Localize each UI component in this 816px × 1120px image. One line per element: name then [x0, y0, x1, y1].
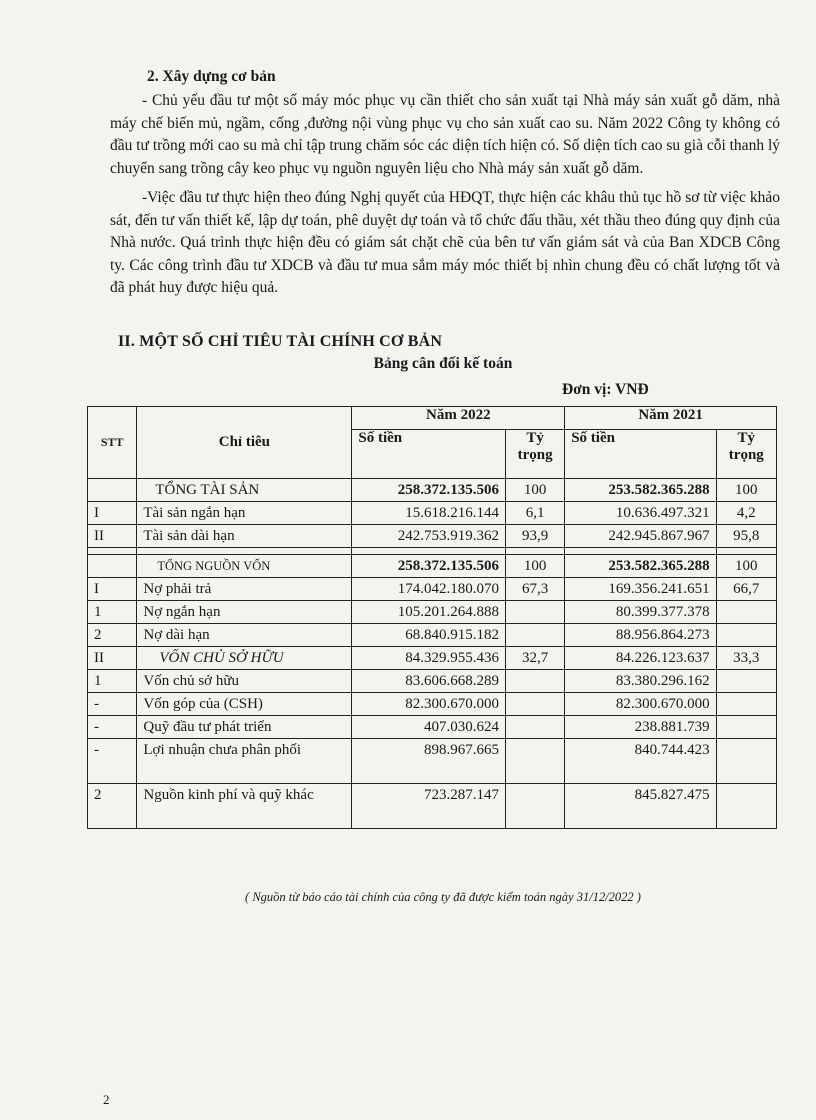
- row-stt: -: [88, 739, 137, 784]
- row-stt: [88, 555, 137, 578]
- row-amount-2021: 253.582.365.288: [565, 555, 716, 578]
- row-ratio-2022: [505, 670, 564, 693]
- header-ratio-2022: Tỷ trọng: [505, 430, 564, 479]
- row-amount-2022: 242.753.919.362: [352, 525, 506, 548]
- row-stt: I: [88, 502, 137, 525]
- row-ratio-2022: [505, 624, 564, 647]
- table-row: [88, 624, 777, 647]
- section-heading: 2. Xây dựng cơ bản: [147, 68, 276, 85]
- balance-sheet-table: [87, 406, 777, 829]
- header-amount-2022: Số tiền: [352, 430, 506, 479]
- row-ratio-2022: 93,9: [505, 525, 564, 548]
- row-ratio-2021: [716, 693, 776, 716]
- row-ratio-2022: [505, 601, 564, 624]
- row-ratio-2021: 66,7: [716, 578, 776, 601]
- margin-stamp-mark: [797, 500, 813, 630]
- table-row: [88, 502, 777, 525]
- row-stt: 1: [88, 670, 137, 693]
- row-amount-2021: 82.300.670.000: [565, 693, 716, 716]
- row-ratio-2022: [505, 739, 564, 784]
- row-stt: I: [88, 578, 137, 601]
- header-stt: STT: [88, 407, 137, 479]
- currency-unit: Đơn vị: VNĐ: [562, 381, 649, 398]
- row-amount-2022: 407.030.624: [352, 716, 506, 739]
- row-amount-2021: 88.956.864.273: [565, 624, 716, 647]
- table-row: [88, 578, 777, 601]
- row-stt: -: [88, 716, 137, 739]
- row-name: Nợ dài hạn: [137, 624, 352, 647]
- row-amount-2022: 15.618.216.144: [352, 502, 506, 525]
- header-ratio-2021: Tỷ trọng: [716, 430, 776, 479]
- row-stt: II: [88, 647, 137, 670]
- table-row: [88, 479, 777, 502]
- row-ratio-2021: [716, 784, 776, 829]
- row-amount-2021: 242.945.867.967: [565, 525, 716, 548]
- table-row: [88, 555, 777, 578]
- row-ratio-2021: 33,3: [716, 647, 776, 670]
- row-name: TỔNG TÀI SẢN: [137, 479, 352, 502]
- page-number: 2: [103, 1092, 110, 1107]
- row-ratio-2022: 100: [505, 479, 564, 502]
- row-amount-2021: 845.827.475: [565, 784, 716, 829]
- table-spacer-row: [88, 548, 777, 555]
- row-ratio-2021: 100: [716, 555, 776, 578]
- row-ratio-2021: [716, 716, 776, 739]
- row-amount-2022: 83.606.668.289: [352, 670, 506, 693]
- row-name: Quỹ đầu tư phát triển: [137, 716, 352, 739]
- row-name: Nợ ngắn hạn: [137, 601, 352, 624]
- row-name: Tài sản ngắn hạn: [137, 502, 352, 525]
- row-amount-2022: 258.372.135.506: [352, 555, 506, 578]
- paragraph-investment: - Chủ yếu đầu tư một số máy móc phục vụ cần thiết cho sản xuất tại Nhà máy sản xuất gỗ dăm, nhà máy chế biến mủ, ngầm, cống ,đường nội vùng phục vụ cho sản xuất cao su. Năm 2022 Công ty không có đầu tư trồng mới cao su mà chỉ tập trung chăm sóc các diện tích hiện có. Số diện tích cao su già cỗi thanh lý chuyển sang trồng cây keo phục vụ nguồn nguyên liệu cho Nhà máy sản xuất gỗ dăm.: [110, 92, 780, 177]
- table-row: [88, 693, 777, 716]
- row-amount-2021: 80.399.377.378: [565, 601, 716, 624]
- row-amount-2021: 84.226.123.637: [565, 647, 716, 670]
- row-name: TỔNG NGUỒN VỐN: [137, 555, 352, 578]
- row-stt: 2: [88, 624, 137, 647]
- table-row: [88, 647, 777, 670]
- paragraph-procedure: -Việc đầu tư thực hiện theo đúng Nghị quyết của HĐQT, thực hiện các khâu thủ tục hồ sơ từ việc khảo sát, đến tư vấn thiết kế, lập dự toán, phê duyệt dự toán và tổ chức đấu thầu, xét thầu theo đúng quy định của Nhà nước. Quá trình thực hiện đều có giám sát chặt chẽ của bên tư vấn giám sát và của Ban XDCB Công ty. Các công trình đầu tư XDCB và đầu tư mua sắm máy móc thiết bị nhìn chung đều có chất lượng tốt và đã phát huy được hiệu quả.: [110, 189, 780, 296]
- header-amount-2021: Số tiền: [565, 430, 716, 479]
- header-indicator: Chỉ tiêu: [137, 407, 352, 479]
- row-amount-2021: 840.744.423: [565, 739, 716, 784]
- table-title: Bảng cân đối kế toán: [373, 355, 513, 372]
- row-ratio-2021: 4,2: [716, 502, 776, 525]
- row-amount-2021: 10.636.497.321: [565, 502, 716, 525]
- row-ratio-2021: [716, 670, 776, 693]
- row-stt: -: [88, 693, 137, 716]
- row-name: Vốn chủ sở hữu: [137, 670, 352, 693]
- header-year-2022: Năm 2022: [352, 407, 565, 430]
- row-name: Lợi nhuận chưa phân phối: [137, 739, 352, 784]
- row-amount-2021: 83.380.296.162: [565, 670, 716, 693]
- row-name: Tài sản dài hạn: [137, 525, 352, 548]
- row-ratio-2022: 32,7: [505, 647, 564, 670]
- row-amount-2022: 723.287.147: [352, 784, 506, 829]
- row-amount-2022: 82.300.670.000: [352, 693, 506, 716]
- row-ratio-2021: 100: [716, 479, 776, 502]
- row-ratio-2021: [716, 624, 776, 647]
- row-ratio-2022: [505, 693, 564, 716]
- source-note: ( Nguồn từ báo cáo tài chính của công ty đã được kiểm toán ngày 31/12/2022 ): [245, 890, 641, 904]
- header-year-2021: Năm 2021: [565, 407, 777, 430]
- row-ratio-2022: 67,3: [505, 578, 564, 601]
- row-name: Nợ phải trả: [137, 578, 352, 601]
- table-row: [88, 601, 777, 624]
- row-ratio-2021: [716, 601, 776, 624]
- row-ratio-2022: [505, 784, 564, 829]
- table-row: [88, 784, 777, 829]
- row-amount-2022: 174.042.180.070: [352, 578, 506, 601]
- row-amount-2021: 169.356.241.651: [565, 578, 716, 601]
- row-name: Nguồn kinh phí và quỹ khác: [137, 784, 352, 829]
- row-ratio-2021: 95,8: [716, 525, 776, 548]
- row-amount-2022: 898.967.665: [352, 739, 506, 784]
- row-amount-2022: 68.840.915.182: [352, 624, 506, 647]
- row-stt: 2: [88, 784, 137, 829]
- row-amount-2021: 238.881.739: [565, 716, 716, 739]
- row-ratio-2021: [716, 739, 776, 784]
- row-amount-2022: 84.329.955.436: [352, 647, 506, 670]
- row-ratio-2022: 6,1: [505, 502, 564, 525]
- row-ratio-2022: 100: [505, 555, 564, 578]
- row-stt: [88, 479, 137, 502]
- row-name: VỐN CHỦ SỞ HỮU: [137, 647, 352, 670]
- row-stt: 1: [88, 601, 137, 624]
- table-row: [88, 716, 777, 739]
- table-row: [88, 525, 777, 548]
- table-row: [88, 670, 777, 693]
- row-ratio-2022: [505, 716, 564, 739]
- row-amount-2022: 105.201.264.888: [352, 601, 506, 624]
- row-amount-2021: 253.582.365.288: [565, 479, 716, 502]
- row-name: Vốn góp của (CSH): [137, 693, 352, 716]
- row-amount-2022: 258.372.135.506: [352, 479, 506, 502]
- table-row: [88, 739, 777, 784]
- row-stt: II: [88, 525, 137, 548]
- financial-indicators-heading: II. MỘT SỐ CHỈ TIÊU TÀI CHÍNH CƠ BẢN: [118, 333, 443, 350]
